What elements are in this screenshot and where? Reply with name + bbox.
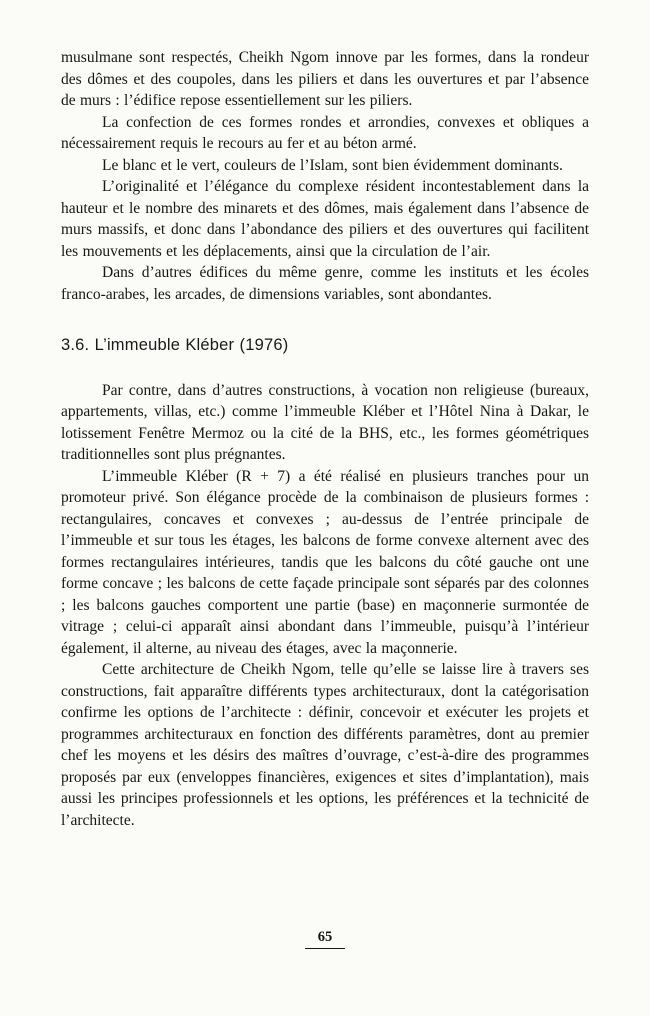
paragraph-couleurs: Le blanc et le vert, couleurs de l’Islam, sont bien évidemment dominants.	[102, 156, 563, 174]
page-number: 65	[305, 929, 346, 949]
paragraph-continuation: musulmane sont respectés, Cheikh Ngom innove par les formes, dans la rondeur des dômes et des coupoles, dans les piliers et dans les ouvertures et par l’absence de murs : l’édifice repose essentiellement sur les piliers.	[61, 49, 589, 109]
paragraph-par-contre: Par contre, dans d’autres constructions, à vocation non religieuse (bureaux, appartements, villas, etc.) comme l’immeuble Kléber et l’Hôtel Nina à Dakar, le lotissement Fenêtre Mermoz ou la cité de la BHS, etc., les formes géométriques traditionnelles sont plus prégnantes.	[61, 381, 589, 463]
section-heading: 3.6. L’immeuble Kléber (1976)	[61, 336, 289, 354]
paragraph-architecture-ngom: Cette architecture de Cheikh Ngom, telle qu’elle se laisse lire à travers ses constructions, fait apparaître différents types architecturaux, dont la catégorisation confirme les options de l’architecte : définir, concevoir et exécuter les projets et programmes architecturaux en fonction des différents paramètres, dont au premier chef les moyens et les désirs des maîtres d’ouvrage, c’est-à-dire des programmes proposés par eux (enveloppes financières, exigences et sites d’implantation), mais aussi les principes professionnels et les options, les préférences et la technicité de l’architecte.	[61, 661, 589, 829]
paragraph-confection: La confection de ces formes rondes et arrondies, convexes et obliques a nécessairement requis le recours au fer et au béton armé.	[61, 113, 589, 152]
paragraph-immeuble-kleber: L’immeuble Kléber (R + 7) a été réalisé en plusieurs tranches pour un promoteur privé. Son élégance procède de la combinaison de plusieurs formes : rectangulaires, concaves et convexes ; au-dessus de l’entrée principale de l’immeuble et sur tous les étages, les balcons de forme convexe alternent avec des formes rectangulaires intérieures, tandis que les balcons du côté gauche ont une forme concave ; les balcons de cette façade principale sont séparés par des colonnes ; les balcons gauches comportent une partie (base) en maçonnerie surmontée de vitrage ; celui-ci apparaît ainsi abondant dans l’immeuble, puisqu’à l’intérieur également, il alterne, au niveau des étages, avec la maçonnerie.	[61, 467, 589, 657]
paragraph-autres-edifices: Dans d’autres édifices du même genre, comme les instituts et les écoles franco-arabes, les arcades, de dimensions variables, sont abondantes.	[61, 264, 589, 303]
page-footer	[0, 928, 650, 949]
text-block	[61, 47, 589, 831]
paragraph-originalite: L’originalité et l’élégance du complexe résident incontestablement dans la hauteur et le nombre des minarets et des dômes, mais également dans l’absence de murs massifs, et donc dans l’abondance des piliers et des ouvertures qui facilitent les mouvements et les déplacements, ainsi que la circulation de l’air.	[61, 178, 589, 260]
